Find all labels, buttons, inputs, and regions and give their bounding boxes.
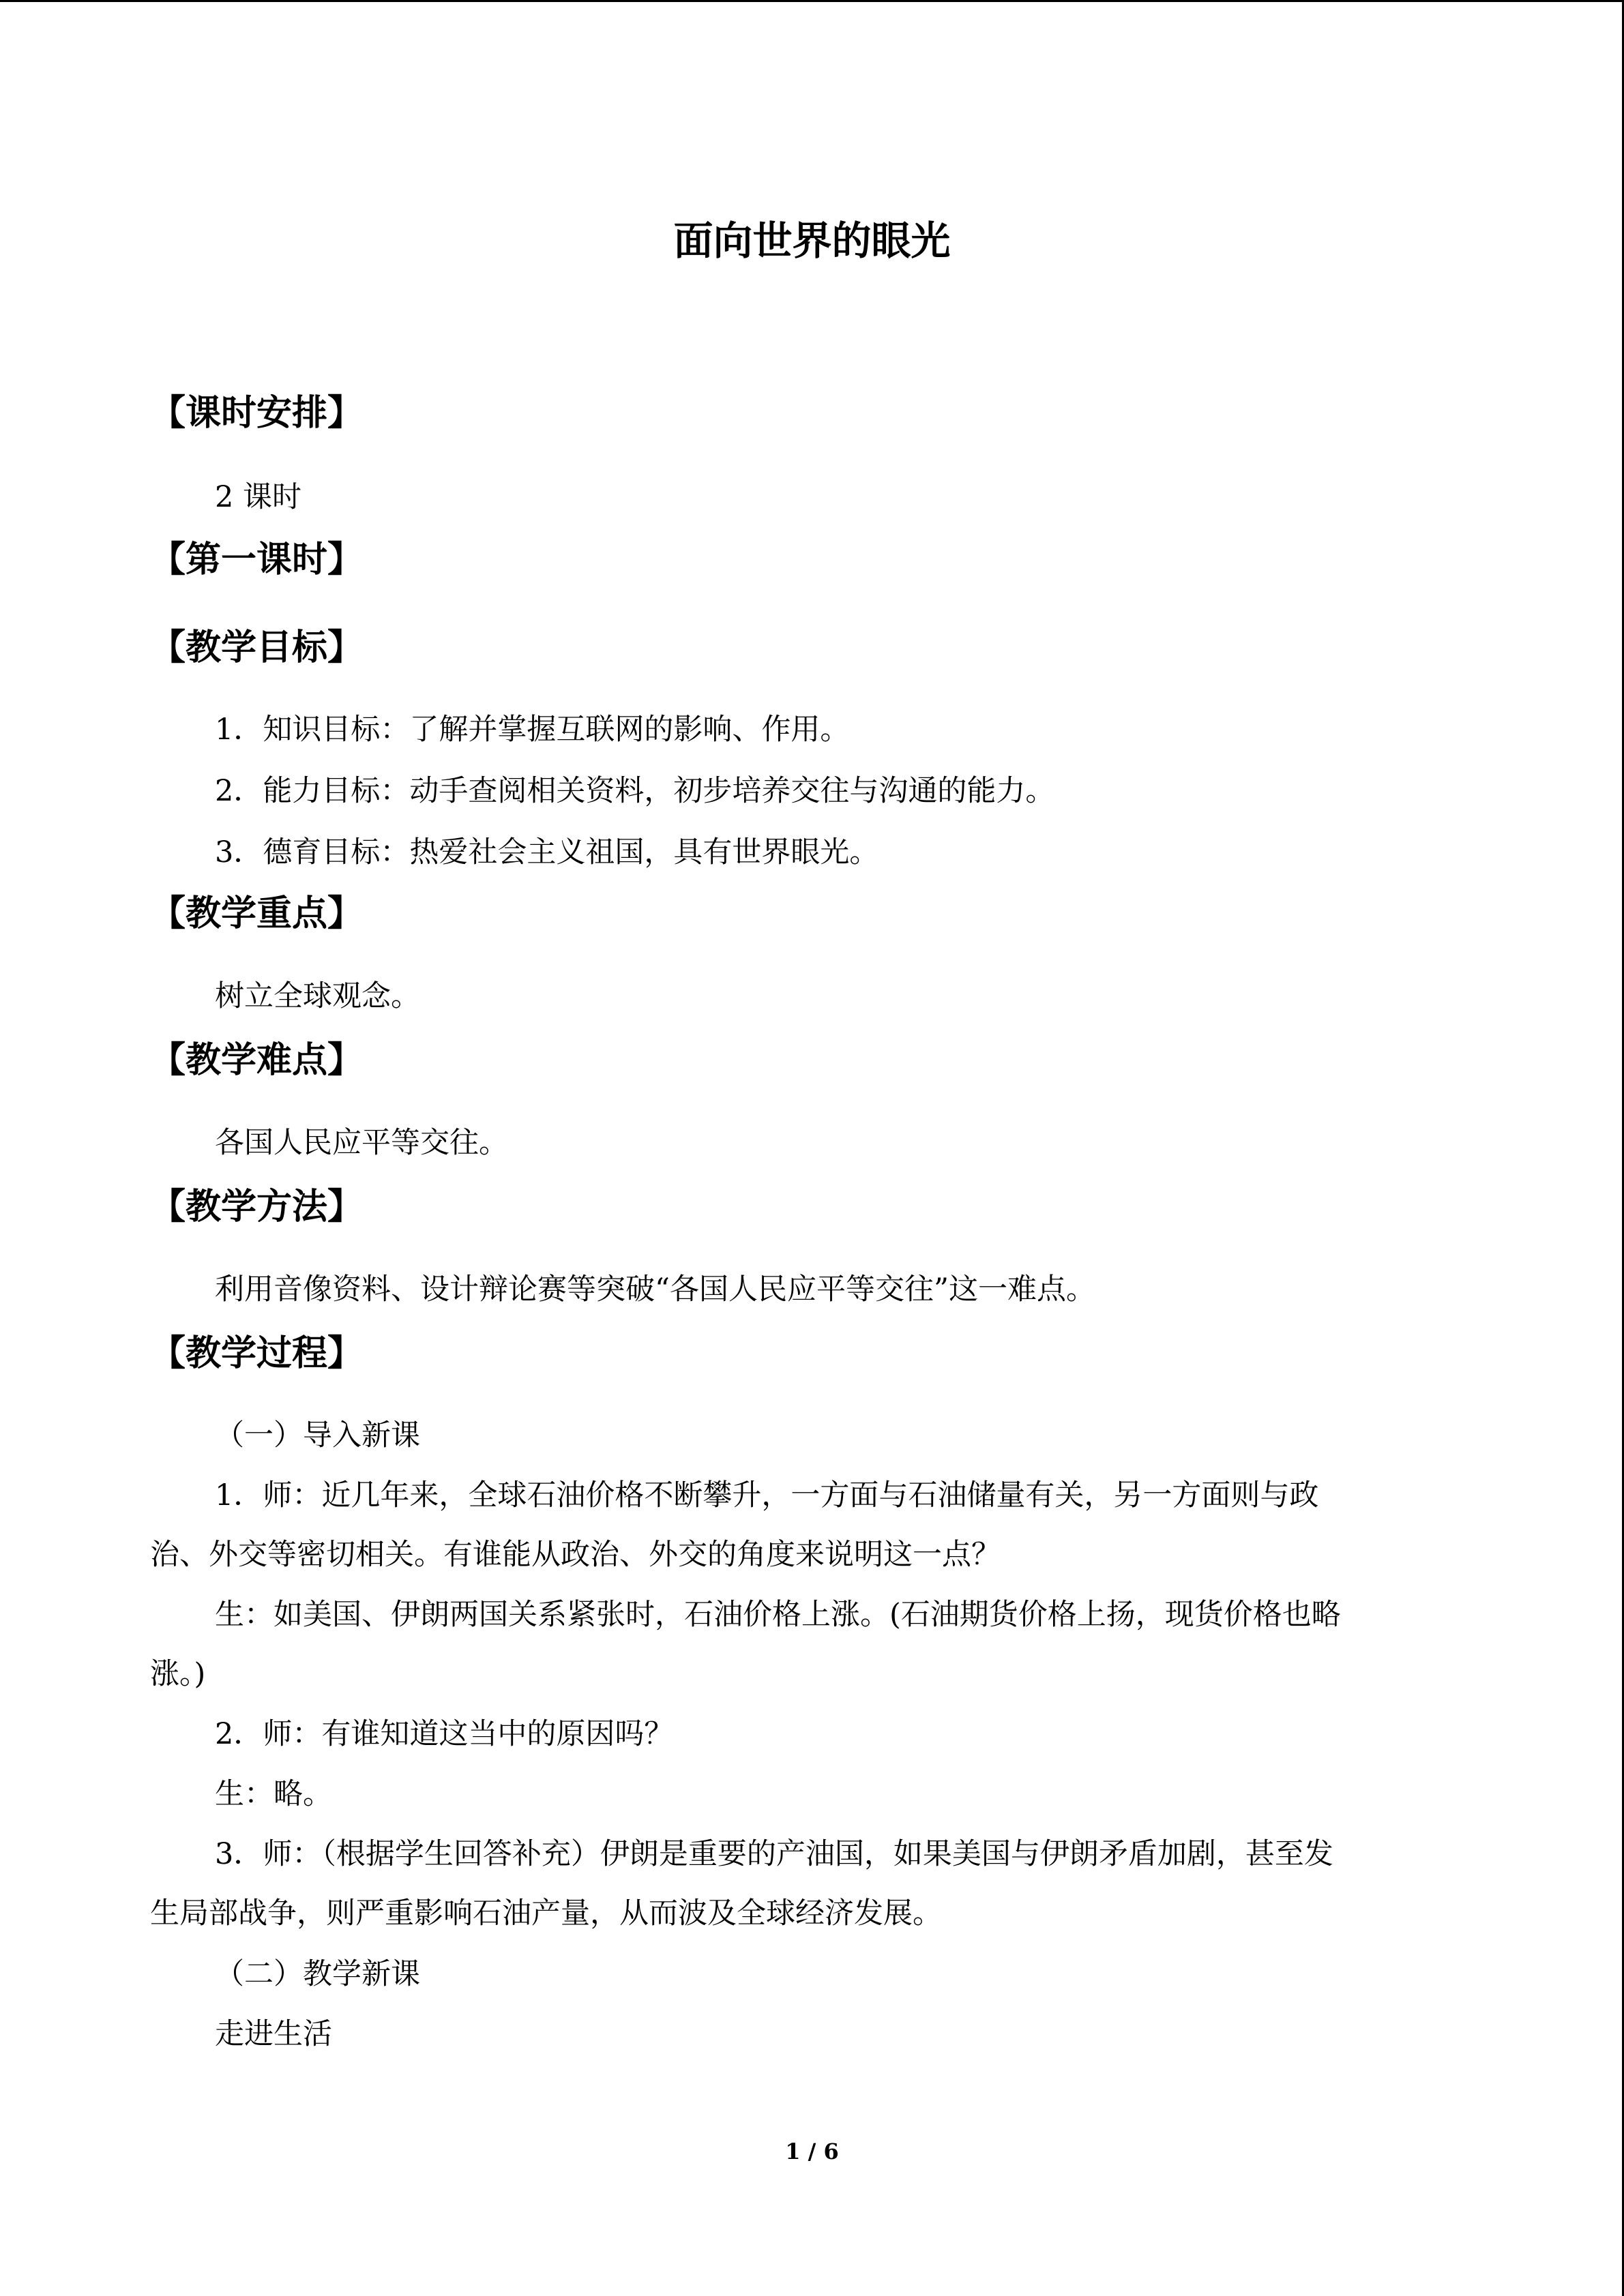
heading-schedule: 【课时安排】 — [150, 393, 364, 434]
goal-item-3: 3．德育目标：热爱社会主义祖国，具有世界眼光。 — [215, 835, 879, 869]
process-answer1-line1: 生：如美国、伊朗两国关系紧张时，石油价格上涨。(石油期货价格上扬，现货价格也略 — [215, 1598, 1341, 1632]
heading-first-lesson: 【第一课时】 — [150, 539, 364, 580]
process-item1-line1: 1．师：近几年来，全球石油价格不断攀升，一方面与石油储量有关，另一方面则与政 — [215, 1478, 1319, 1512]
heading-goals: 【教学目标】 — [150, 627, 364, 668]
heading-key-point: 【教学重点】 — [150, 893, 364, 934]
process-item1-line2: 治、外交等密切相关。有谁能从政治、外交的角度来说明这一点？ — [150, 1538, 1001, 1572]
heading-method: 【教学方法】 — [150, 1187, 364, 1227]
heading-difficulty: 【教学难点】 — [150, 1040, 364, 1081]
process-item3-line1: 3．师：（根据学生回答补充）伊朗是重要的产油国，如果美国与伊朗矛盾加剧，甚至发 — [215, 1837, 1333, 1871]
process-item3-line2: 生局部战争，则严重影响石油产量，从而波及全球经济发展。 — [150, 1896, 942, 1930]
difficulty-text: 各国人民应平等交往。 — [215, 1126, 508, 1160]
heading-process: 【教学过程】 — [150, 1333, 364, 1374]
method-text: 利用音像资料、设计辩论赛等突破“各国人民应平等交往”这一难点。 — [215, 1272, 1095, 1307]
process-part1-heading: （一）导入新课 — [215, 1418, 420, 1452]
document-title: 面向世界的眼光 — [673, 218, 951, 264]
goal-item-2: 2．能力目标：动手查阅相关资料，初步培养交往与沟通的能力。 — [215, 774, 1055, 808]
process-answer2: 生：略。 — [215, 1777, 332, 1811]
process-part2-heading: （二）教学新课 — [215, 1957, 420, 1991]
key-point-text: 树立全球观念。 — [215, 979, 420, 1013]
goal-item-1: 1．知识目标：了解并掌握互联网的影响、作用。 — [215, 713, 850, 747]
process-part2-text: 走进生活 — [215, 2017, 332, 2051]
process-answer1-line2: 涨。) — [150, 1657, 206, 1691]
schedule-text: 2 课时 — [215, 480, 302, 514]
process-item2: 2．师：有谁知道这当中的原因吗？ — [215, 1717, 674, 1751]
page-number: 1 / 6 — [785, 2138, 839, 2164]
